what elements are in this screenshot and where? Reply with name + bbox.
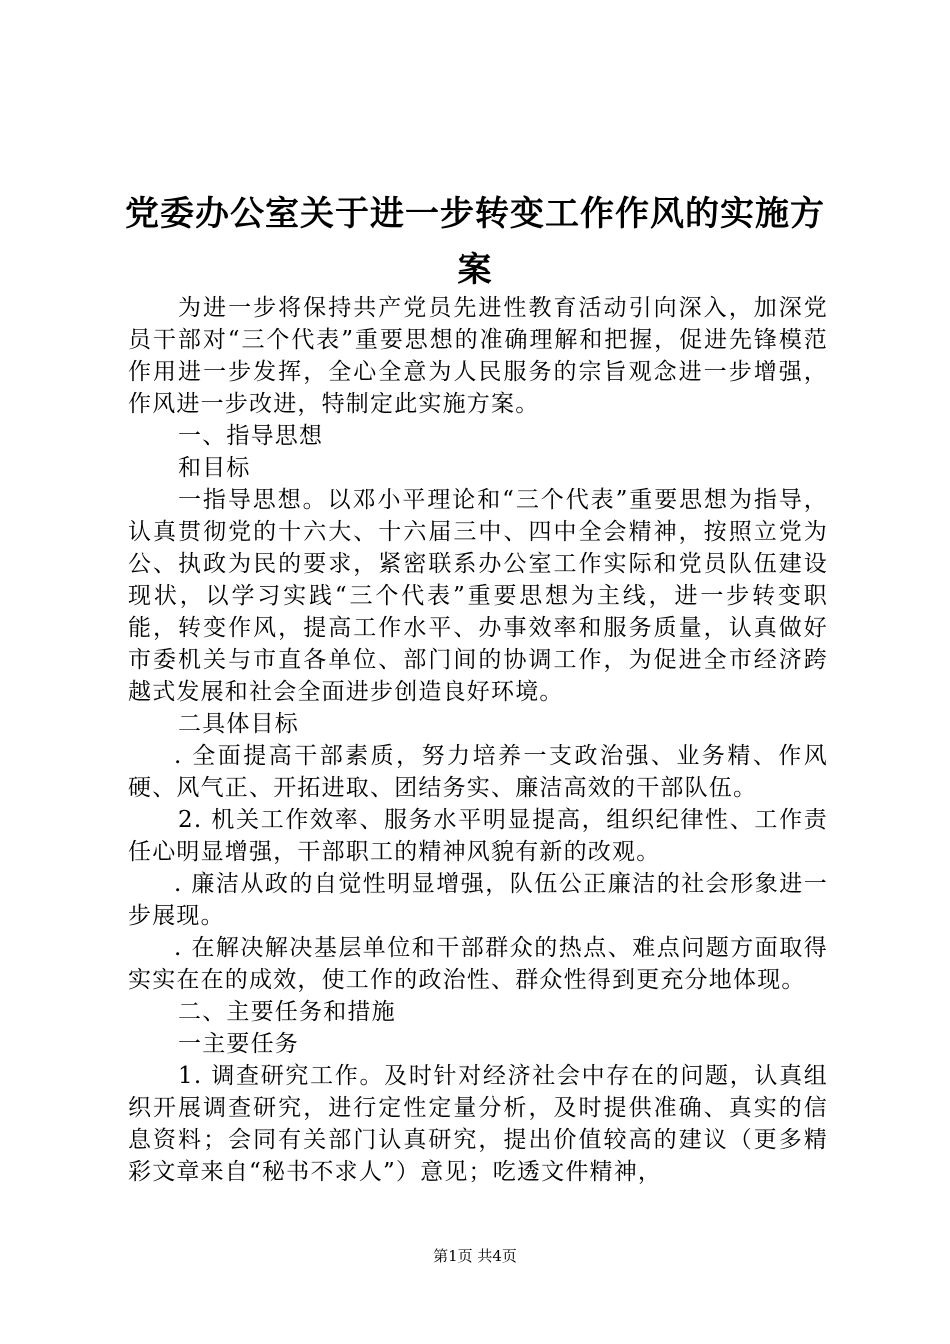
task-item-1: 1. 调查研究工作。及时针对经济社会中存在的问题，认真组织开展调查研究，进行定性定量分析，及时提供准确、真实的信息资料；会同有关部门认真研究，提出价值较高的建议（更多精彩文章来自“秘书不求人”）意见；吃透文件精神，	[128, 1063, 828, 1185]
subheading-main-tasks: 一主要任务	[178, 1031, 299, 1057]
intro-paragraph: 为进一步将保持共产党员先进性教育活动引向深入，加深党员干部对“三个代表”重要思想的准确理解和把握，促进先锋模范作用进一步发挥，全心全意为人民服务的宗旨观念进一步增强，作风进一步改进，特制定此实施方案。	[128, 295, 828, 417]
document-body	[128, 292, 828, 1188]
goal-item-4: . 在解决解决基层单位和干部群众的热点、难点问题方面取得实实在在的成效，使工作的政治性、群众性得到更充分地体现。	[128, 935, 828, 993]
page-footer: 第1页 共4页	[433, 1247, 517, 1265]
goal-item-3: . 廉洁从政的自觉性明显增强，队伍公正廉洁的社会形象进一步展现。	[128, 871, 828, 929]
guiding-thought-paragraph: 一指导思想。以邓小平理论和“三个代表”重要思想为指导，认真贯彻党的十六大、十六届三中、四中全会精神，按照立党为公、执政为民的要求，紧密联系办公室工作实际和党员队伍建设现状，以学习实践“三个代表”重要思想为主线，进一步转变职能，转变作风，提高工作水平、办事效率和服务质量，认真做好市委机关与市直各单位、部门间的协调工作，为促进全市经济跨越式发展和社会全面进步创造良好环境。	[128, 487, 828, 705]
document-title: 党委办公室关于进一步转变工作作风的实施方案	[125, 194, 825, 290]
subheading-specific-goals: 二具体目标	[178, 711, 299, 737]
goal-item-1: . 全面提高干部素质，努力培养一支政治强、业务精、作风硬、风气正、开拓进取、团结务实、廉洁高效的干部队伍。	[128, 743, 828, 801]
goal-item-2: 2. 机关工作效率、服务水平明显提高，组织纪律性、工作责任心明显增强，干部职工的精神风貌有新的改观。	[128, 807, 828, 865]
section-heading-continuation: 和目标	[178, 455, 251, 481]
section-heading-tasks: 二、主要任务和措施	[178, 999, 396, 1025]
section-heading-guiding-thought: 一、指导思想	[178, 423, 324, 449]
